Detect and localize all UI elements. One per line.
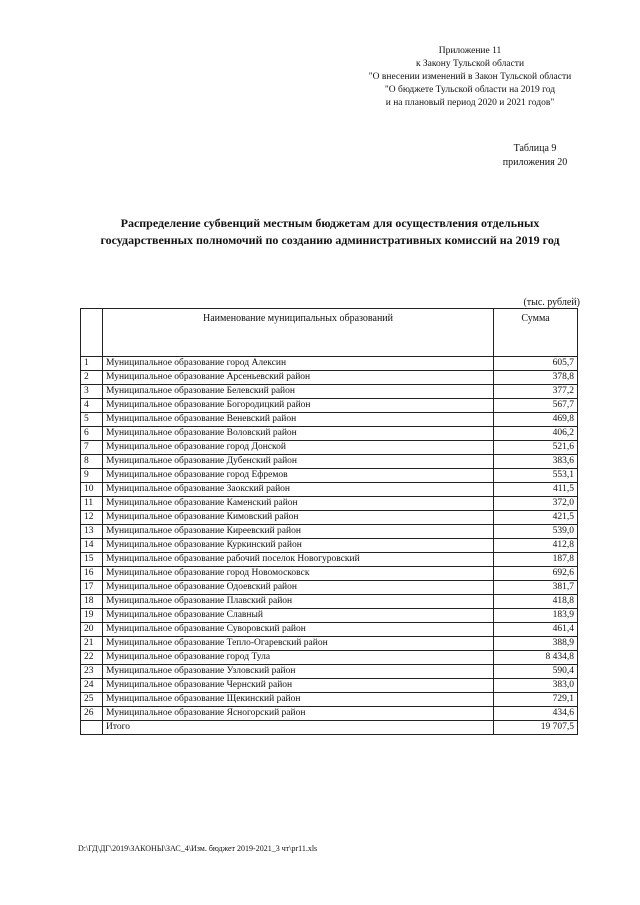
row-number: 14: [81, 539, 103, 553]
row-name: Муниципальное образование город Тула: [103, 651, 494, 665]
row-sum: 553,1: [494, 469, 578, 483]
table-row: [81, 413, 578, 427]
table-row: [81, 567, 578, 581]
table-row: [81, 357, 578, 371]
row-number: 9: [81, 469, 103, 483]
title-line-2: государственных полномочий по созданию административных комиссий на 2019 год: [100, 233, 560, 247]
row-sum: 692,6: [494, 567, 578, 581]
row-name: Муниципальное образование Дубенский район: [103, 455, 494, 469]
table-row: [81, 385, 578, 399]
units-label: (тыс. рублей): [523, 297, 580, 308]
row-sum: 187,8: [494, 553, 578, 567]
table-row: [81, 623, 578, 637]
row-sum: 372,0: [494, 497, 578, 511]
row-name: Муниципальное образование город Новомосковск: [103, 567, 494, 581]
table-row: [81, 595, 578, 609]
total-number-cell: [81, 721, 103, 735]
table-row: [81, 693, 578, 707]
row-sum: 469,8: [494, 413, 578, 427]
row-name: Муниципальное образование Ясногорский район: [103, 707, 494, 721]
row-number: 1: [81, 357, 103, 371]
row-sum: 461,4: [494, 623, 578, 637]
row-sum: 421,5: [494, 511, 578, 525]
appendix-line: "О бюджете Тульской области на 2019 год: [384, 85, 556, 95]
row-sum: 411,5: [494, 483, 578, 497]
row-number: 21: [81, 637, 103, 651]
row-sum: 590,4: [494, 665, 578, 679]
row-number: 10: [81, 483, 103, 497]
row-sum: 605,7: [494, 357, 578, 371]
row-sum: 434,6: [494, 707, 578, 721]
row-name: Муниципальное образование Щекинский район: [103, 693, 494, 707]
table-row: [81, 469, 578, 483]
row-name: Муниципальное образование Суворовский район: [103, 623, 494, 637]
appendix-number: приложения 20: [502, 157, 568, 168]
row-name: Муниципальное образование Славный: [103, 609, 494, 623]
row-number: 17: [81, 581, 103, 595]
row-name: Муниципальное образование город Алексин: [103, 357, 494, 371]
row-sum: 377,2: [494, 385, 578, 399]
row-sum: 406,2: [494, 427, 578, 441]
row-number: 8: [81, 455, 103, 469]
header-sum-cell: Сумма: [494, 309, 578, 357]
total-row: [81, 721, 578, 735]
row-sum: 8 434,8: [494, 651, 578, 665]
row-name: Муниципальное образование рабочий поселок Новогуровский: [103, 553, 494, 567]
row-number: 4: [81, 399, 103, 413]
appendix-line: "О внесении изменений в Закон Тульской области: [368, 72, 572, 82]
row-number: 6: [81, 427, 103, 441]
row-sum: 378,8: [494, 371, 578, 385]
table-row: [81, 581, 578, 595]
row-sum: 729,1: [494, 693, 578, 707]
row-name: Муниципальное образование Воловский район: [103, 427, 494, 441]
row-number: 12: [81, 511, 103, 525]
row-sum: 383,0: [494, 679, 578, 693]
table-row: [81, 483, 578, 497]
header-name-cell: Наименование муниципальных образований: [103, 309, 494, 357]
row-number: 16: [81, 567, 103, 581]
row-number: 11: [81, 497, 103, 511]
table-row: [81, 539, 578, 553]
row-sum: 183,9: [494, 609, 578, 623]
row-sum: 381,7: [494, 581, 578, 595]
row-name: Муниципальное образование Веневский район: [103, 413, 494, 427]
row-name: Муниципальное образование Заокский район: [103, 483, 494, 497]
table-row: [81, 525, 578, 539]
row-name: Муниципальное образование Арсеньевский район: [103, 371, 494, 385]
table-row: [81, 637, 578, 651]
row-number: 26: [81, 707, 103, 721]
appendix-line: Приложение 11: [438, 46, 502, 56]
row-name: Муниципальное образование Тепло-Огаревский район: [103, 637, 494, 651]
appendix-line: и на плановый период 2020 и 2021 годов": [385, 98, 555, 108]
table-header-row: [81, 309, 578, 357]
table-row: [81, 371, 578, 385]
table-row: [81, 497, 578, 511]
row-name: Муниципальное образование Киреевский район: [103, 525, 494, 539]
row-number: 5: [81, 413, 103, 427]
table-number: Таблица 9: [513, 143, 557, 154]
row-name: Муниципальное образование Каменский район: [103, 497, 494, 511]
table-row: [81, 399, 578, 413]
row-name: Муниципальное образование Узловский район: [103, 665, 494, 679]
table-row: [81, 553, 578, 567]
row-number: 3: [81, 385, 103, 399]
header-number-cell: [81, 309, 103, 357]
row-name: Муниципальное образование Кимовский район: [103, 511, 494, 525]
row-name: Муниципальное образование город Ефремов: [103, 469, 494, 483]
row-number: 13: [81, 525, 103, 539]
row-name: Муниципальное образование город Донской: [103, 441, 494, 455]
row-name: Муниципальное образование Белевский район: [103, 385, 494, 399]
row-number: 20: [81, 623, 103, 637]
row-name: Муниципальное образование Одоевский район: [103, 581, 494, 595]
table-row: [81, 651, 578, 665]
row-number: 19: [81, 609, 103, 623]
table-row: [81, 707, 578, 721]
row-name: Муниципальное образование Плавский район: [103, 595, 494, 609]
row-number: 23: [81, 665, 103, 679]
row-number: 18: [81, 595, 103, 609]
appendix-line: к Закону Тульской области: [415, 59, 525, 69]
total-label: Итого: [103, 721, 494, 735]
row-number: 24: [81, 679, 103, 693]
table-row: [81, 455, 578, 469]
row-sum: 388,9: [494, 637, 578, 651]
table-row: [81, 679, 578, 693]
row-name: Муниципальное образование Чернский район: [103, 679, 494, 693]
total-sum: 19 707,5: [494, 721, 578, 735]
row-number: 7: [81, 441, 103, 455]
row-number: 15: [81, 553, 103, 567]
row-name: Муниципальное образование Куркинский район: [103, 539, 494, 553]
row-sum: 418,8: [494, 595, 578, 609]
table-row: [81, 665, 578, 679]
row-name: Муниципальное образование Богородицкий район: [103, 399, 494, 413]
document-title: [60, 215, 600, 249]
table-row: [81, 511, 578, 525]
table-row: [81, 609, 578, 623]
appendix-block: [340, 45, 600, 110]
row-number: 25: [81, 693, 103, 707]
table-reference: [490, 142, 580, 170]
row-sum: 521,6: [494, 441, 578, 455]
row-number: 2: [81, 371, 103, 385]
row-sum: 539,0: [494, 525, 578, 539]
title-line-1: Распределение субвенций местным бюджетам для осуществления отдельных: [120, 216, 540, 230]
table-row: [81, 441, 578, 455]
file-path-footer: D:\ГД\ДГ\2019\ЗАКОНЫ\ЗАС_4\Изм. бюджет 2019-2021_3 чт\pr11.xls: [78, 844, 318, 853]
row-sum: 383,6: [494, 455, 578, 469]
row-sum: 412,8: [494, 539, 578, 553]
row-number: 22: [81, 651, 103, 665]
table-row: [81, 427, 578, 441]
row-sum: 567,7: [494, 399, 578, 413]
subsidy-table: [80, 308, 578, 735]
